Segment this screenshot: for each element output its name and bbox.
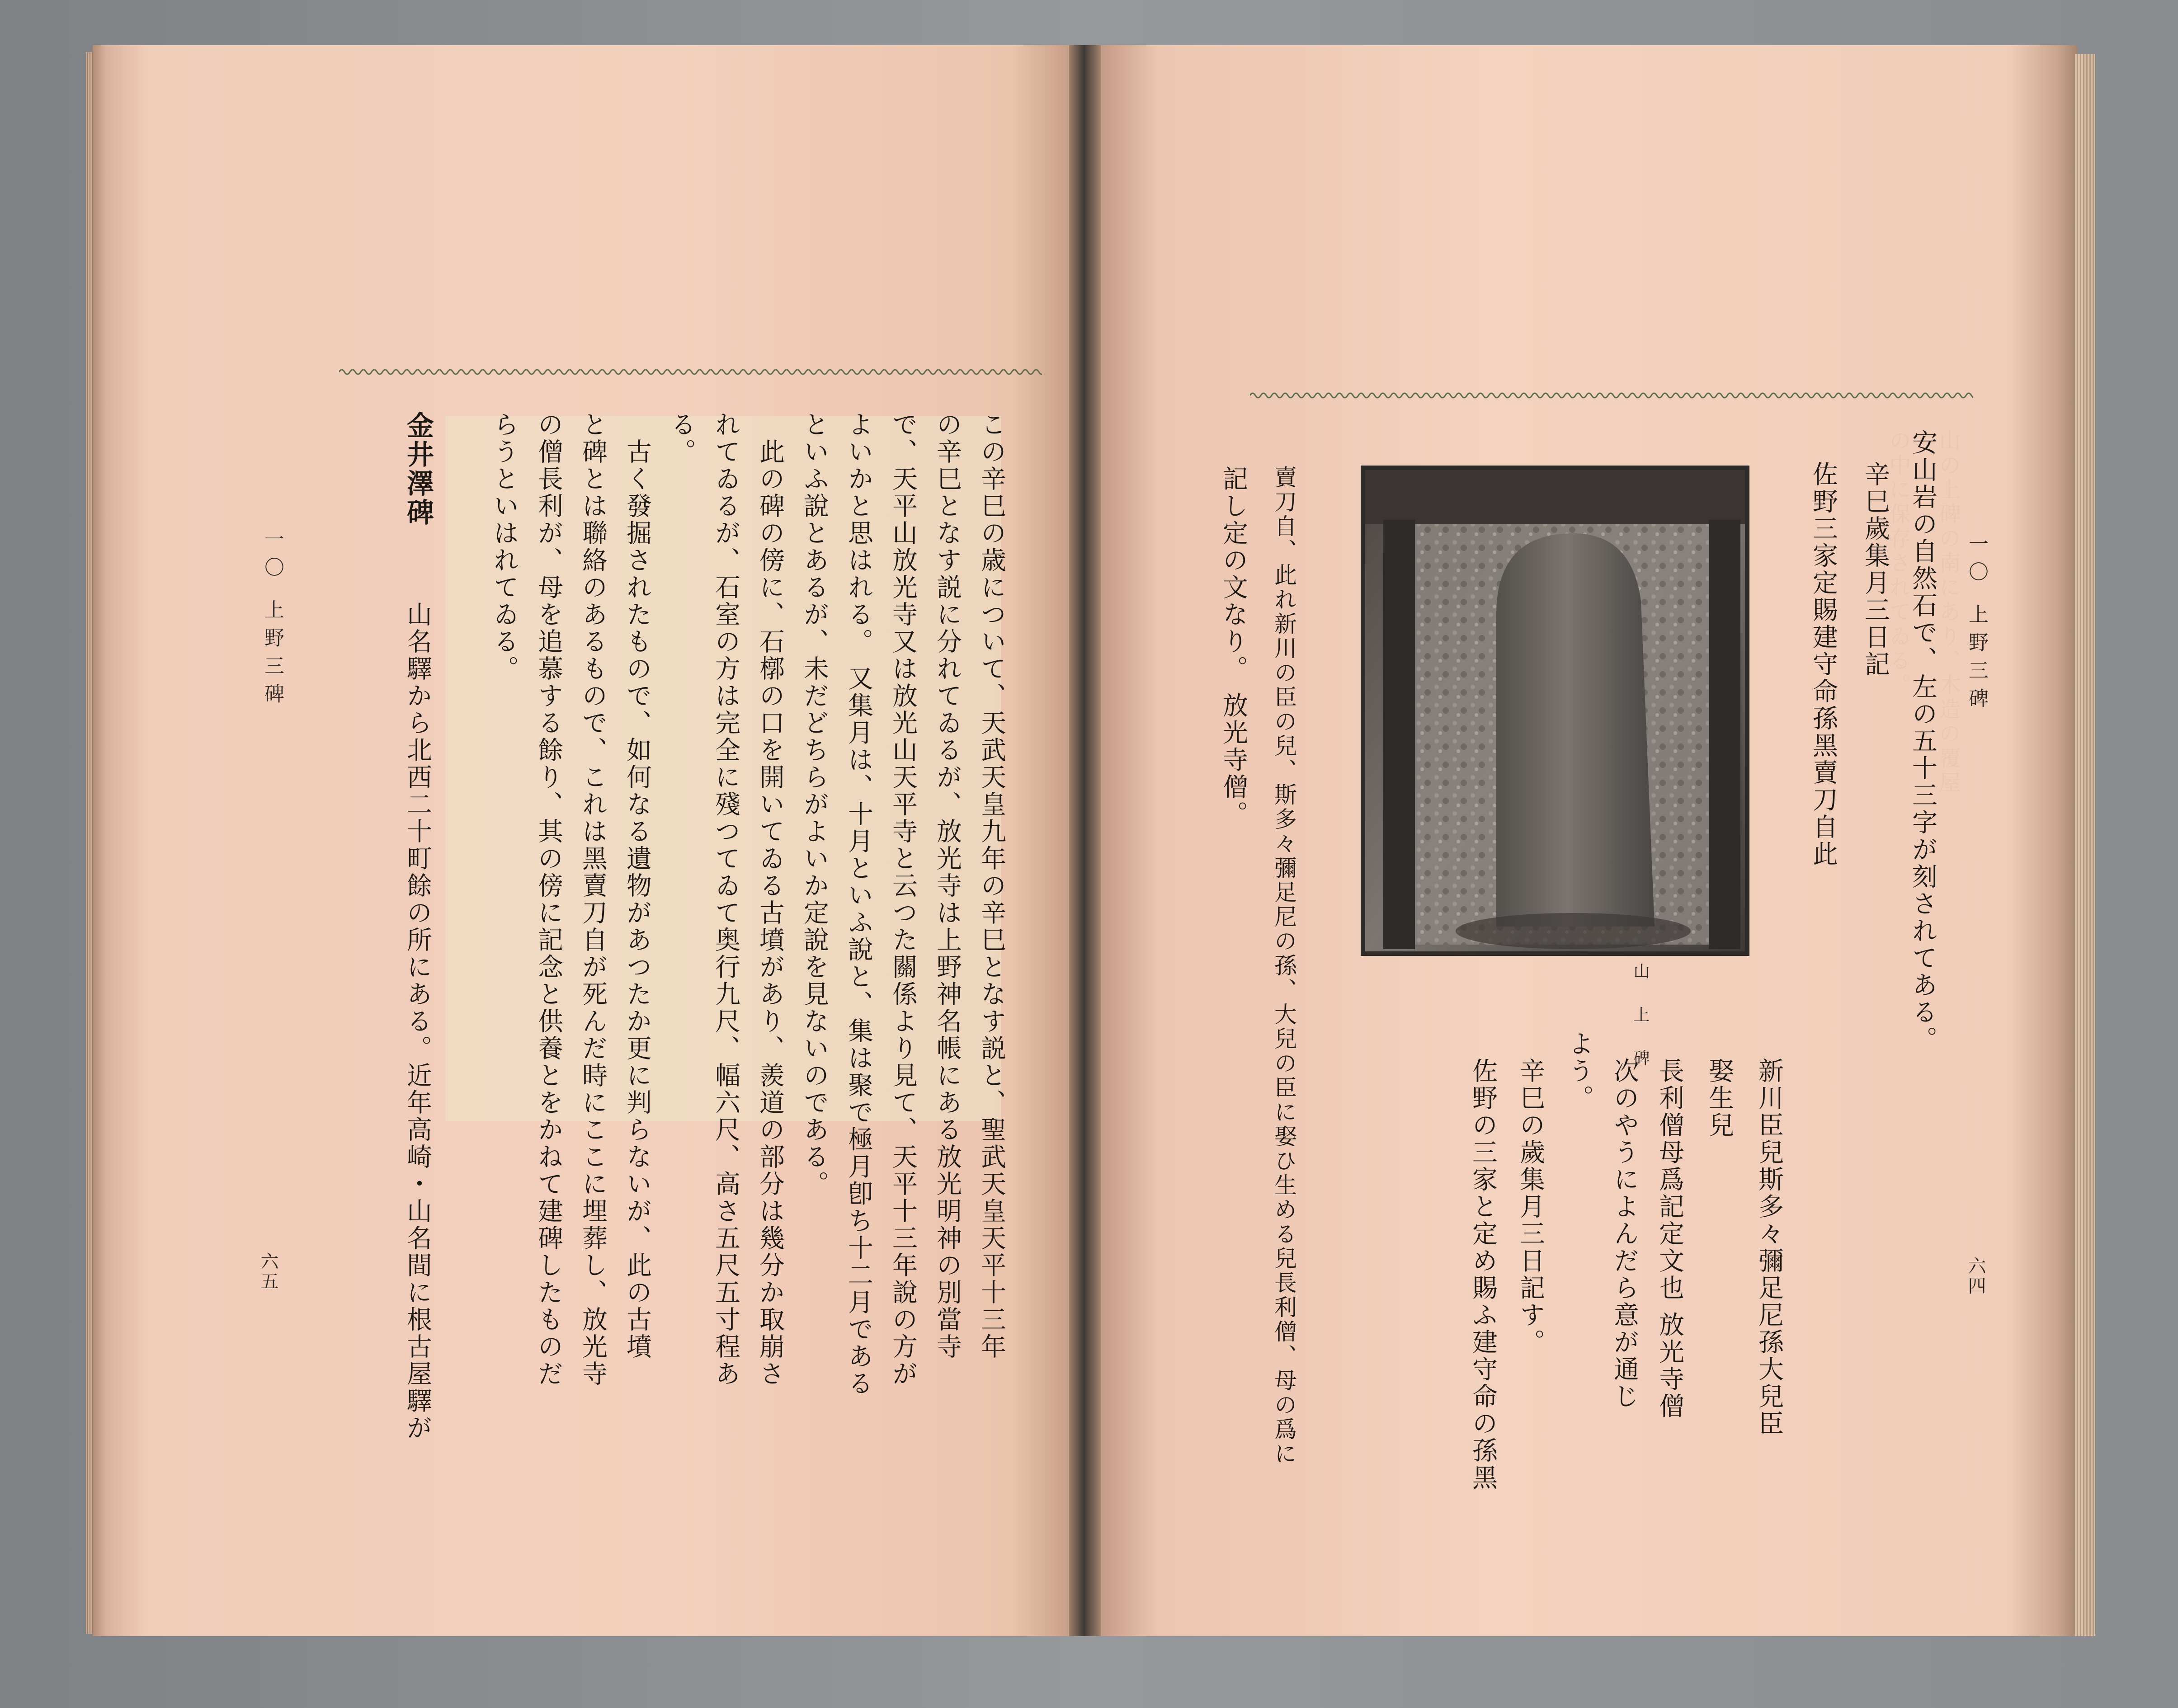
text-column: この辛巳の歳について、天武天皇九年の辛巳となす説と、聖武天皇天平十三年 bbox=[977, 411, 1006, 1360]
running-head: 一〇 上野三碑 bbox=[1965, 533, 1988, 716]
text-column: 辛巳歲集月三日記 bbox=[1861, 461, 1890, 678]
text-column: 佐野の三家と定め賜ふ建守命の孫黑 bbox=[1468, 1058, 1498, 1492]
folio: 六四 bbox=[1965, 1256, 1986, 1296]
right-page bbox=[1101, 45, 2077, 1636]
text-column: 新川臣兒斯多々彌足尼孫大兒臣 bbox=[1754, 1058, 1784, 1437]
text-column: 長利僧母爲記定文也 放光寺僧 bbox=[1655, 1058, 1684, 1420]
text-column: の辛巳となす説に分れてゐるが、放光寺は上野神名帳にある放光明神の別當寺 bbox=[933, 411, 962, 1360]
text-column: 賣刀自、此れ新川の臣の兒、斯多々彌足尼の孫、大兒の臣に娶ひ生める兒長利僧、母の爲に bbox=[1271, 466, 1297, 1466]
text-column: 安山岩の自然石で、左の五十三字が刻されてある。 bbox=[1908, 429, 1938, 1053]
text-column: 辛巳の歲集月三日記す。 bbox=[1516, 1058, 1545, 1356]
text-column: よう。 bbox=[1565, 1030, 1594, 1112]
text-column: 娶生兒 bbox=[1705, 1058, 1734, 1139]
show-through-text: の中に保存されてゐる。 bbox=[1886, 429, 1911, 698]
open-book bbox=[86, 45, 2084, 1686]
show-through-text: 山の上碑の南にあり、木造の覆屋 bbox=[1935, 429, 1961, 795]
section-heading: 金井澤碑 bbox=[402, 411, 434, 527]
text-column: といふ說とあるが、未だどちらがよいか定說を見ないのである。 bbox=[800, 411, 829, 1198]
stone-monument-photo bbox=[1361, 466, 1749, 956]
book-gutter bbox=[1069, 45, 1101, 1636]
text-column: 記し定の文なり。 放光寺僧。 bbox=[1219, 466, 1248, 828]
text-column: よいかと思はれる。 又集月は、十月といふ說と、集は聚で極月卽ち十二月である bbox=[844, 411, 873, 1397]
figure-caption: 山上碑 bbox=[1631, 963, 1650, 1093]
text-column: と碑とは聯絡のあるもので、これは黑賣刀自が死んだ時にここに埋葬し、放光寺 bbox=[578, 411, 608, 1388]
text-column: で、天平山放光寺又は放光山天平寺と云つた關係より見て、天平十三年說の方が bbox=[888, 411, 918, 1388]
text-column: る。 bbox=[667, 411, 696, 466]
left-page bbox=[93, 45, 1069, 1636]
text-column: 次のやうによんだら意が通じ bbox=[1610, 1058, 1639, 1410]
text-column: 古く發掘されたもので、如何なる遺物があつたか更に判らないが、此の古墳 bbox=[622, 438, 652, 1360]
folio: 六五 bbox=[258, 1252, 278, 1292]
text-column: 佐野三家定賜建守命孫黑賣刀自此 bbox=[1809, 461, 1838, 868]
right-page-edge bbox=[2075, 54, 2095, 1636]
top-wavy-rule bbox=[339, 365, 1042, 379]
running-head: 一〇 上野三碑 bbox=[261, 529, 284, 711]
text-column: の僧長利が、母を追慕する餘り、其の傍に記念と供養とをかねて建碑したものだ bbox=[534, 411, 563, 1388]
text-column: 此の碑の傍に、石槨の口を開いてゐる古墳があり、羨道の部分は幾分か取崩さ bbox=[755, 438, 785, 1388]
text-column: らうといはれてゐる。 bbox=[490, 411, 519, 682]
text-column: れてゐるが、石室の方は完全に殘つてゐて奥行九尺、幅六尺、高さ五尺五寸程あ bbox=[711, 411, 740, 1388]
section-text: 山名驛から北西二十町餘の所にある。近年高崎・山名間に根古屋驛が bbox=[403, 601, 432, 1442]
top-wavy-rule bbox=[1250, 389, 1973, 402]
